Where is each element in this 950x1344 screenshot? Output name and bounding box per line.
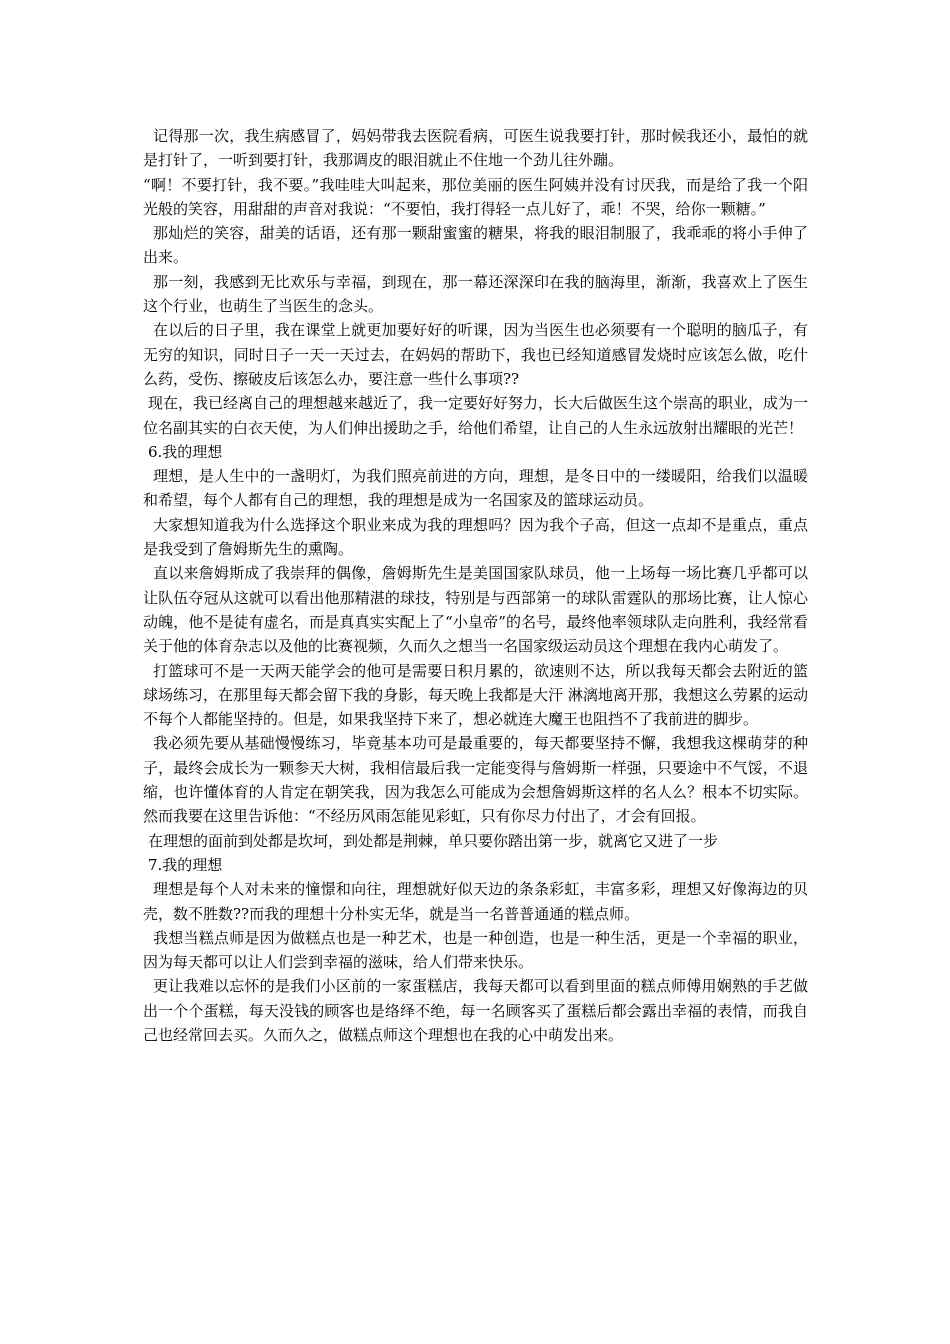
paragraph: 那灿烂的笑容，甜美的话语，还有那一颗甜蜜蜜的糖果，将我的眼泪制服了，我乖乖的将小手伸了出来。 <box>143 224 808 267</box>
paragraph: 那一刻，我感到无比欢乐与幸福，到现在，那一幕还深深印在我的脑海里，渐渐，我喜欢上了医生这个行业，也萌生了当医生的念头。 <box>143 272 808 316</box>
document-body <box>143 124 808 1047</box>
paragraph: 大家想知道我为什么选择这个职业来成为我的理想吗？因为我个子高，但这一点却不是重点，重点是我受到了詹姆斯先生的熏陶。 <box>143 515 808 559</box>
paragraph: 在以后的日子里，我在课堂上就更加要好好的听课，因为当医生也必须要有一个聪明的脑瓜子，有无穷的知识，同时日子一天一天过去，在妈妈的帮助下，我也已经知道感冒发烧时应该怎么做，吃什么药，受伤、擦破皮后该怎么办，要注意一些什么事项?? <box>143 321 808 388</box>
section-heading: 7.我的理想 <box>148 855 223 874</box>
paragraph: 我想当糕点师是因为做糕点也是一种艺术，也是一种创造，也是一种生活，更是一个幸福的职业，因为每天都可以让人们尝到幸福的滋味，给人们带来快乐。 <box>143 928 808 972</box>
paragraph: “啊！不要打针，我不要。”我哇哇大叫起来，那位美丽的医生阿姨并没有讨厌我，而是给了我一个阳光般的笑容，用甜甜的声音对我说：“不要怕，我打得轻一点儿好了，乖！不哭，给你一颗糖。” <box>143 175 808 218</box>
paragraph: 直以来詹姆斯成了我崇拜的偶像，詹姆斯先生是美国国家队球员，他一上场每一场比赛几乎都可以让队伍夺冠从这就可以看出他那精湛的球技，特别是与西部第一的球队雷霆队的那场比赛，让人惊心动魄，他不是徒有虚名，而是真真实实配上了“小皇帝”的名号，最终他率领球队走向胜利，我经常看关于他的体育杂志以及他的比赛视频，久而久之想当一名国家级运动员这个理想在我内心萌发了。 <box>143 564 808 656</box>
paragraph: 理想是每个人对未来的憧憬和向往，理想就好似天边的条条彩虹，丰富多彩，理想又好像海边的贝壳，数不胜数??而我的理想十分朴实无华，就是当一名普普通通的糕点师。 <box>143 880 808 923</box>
paragraph: 记得那一次，我生病感冒了，妈妈带我去医院看病，可医生说我要打针，那时候我还小，最怕的就是打针了，一听到要打针，我那调皮的眼泪就止不住地一个劲儿往外蹦。 <box>143 127 808 170</box>
paragraph: 更让我难以忘怀的是我们小区前的一家蛋糕店，我每天都可以看到里面的糕点师傅用娴熟的手艺做出一个个蛋糕，每天没钱的顾客也是络绎不绝，每一名顾客买了蛋糕后都会露出幸福的表情，而我自己也经常回去买。久而久之，做糕点师这个理想也在我的心中萌发出来。 <box>143 977 808 1044</box>
paragraph: 在理想的面前到处都是坎坷，到处都是荆棘，单只要你踏出第一步，就离它又进了一步 <box>148 831 719 850</box>
paragraph: 理想，是人生中的一盏明灯，为我们照亮前进的方向，理想，是冬日中的一缕暖阳，给我们以温暖和希望，每个人都有自己的理想，我的理想是成为一名国家及的篮球运动员。 <box>143 467 808 510</box>
paragraph: 现在，我已经离自己的理想越来越近了，我一定要好好努力，长大后做医生这个崇高的职业，成为一位名副其实的白衣天使，为人们伸出援助之手，给他们希望，让自己的人生永远放射出耀眼的光芒！ <box>143 394 809 437</box>
paragraph: 我必须先要从基础慢慢练习，毕竟基本功可是最重要的，每天都要坚持不懈，我想我这棵萌芽的种子，最终会成长为一颗参天大树，我相信最后我一定能变得与詹姆斯一样强，只要途中不气馁，不退缩，也许懂体育的人肯定在朝笑我，因为我怎么可能成为会想詹姆斯这样的名人么？根本不切实际。然而我要在这里告诉他：“不经历风雨怎能见彩虹，只有你尽力付出了，才会有回报。 <box>143 734 808 826</box>
paragraph: 打篮球可不是一天两天能学会的他可是需要日积月累的，欲速则不达，所以我每天都会去附近的篮球场练习，在那里每天都会留下我的身影，每天晚上我都是大汗 淋漓地离开那，我想这么劳累的运动不每个人都能坚持的。但是，如果我坚持下来了，想必就连大魔王也阻挡不了我前进的脚步。 <box>143 661 808 729</box>
section-heading: 6.我的理想 <box>148 442 223 461</box>
